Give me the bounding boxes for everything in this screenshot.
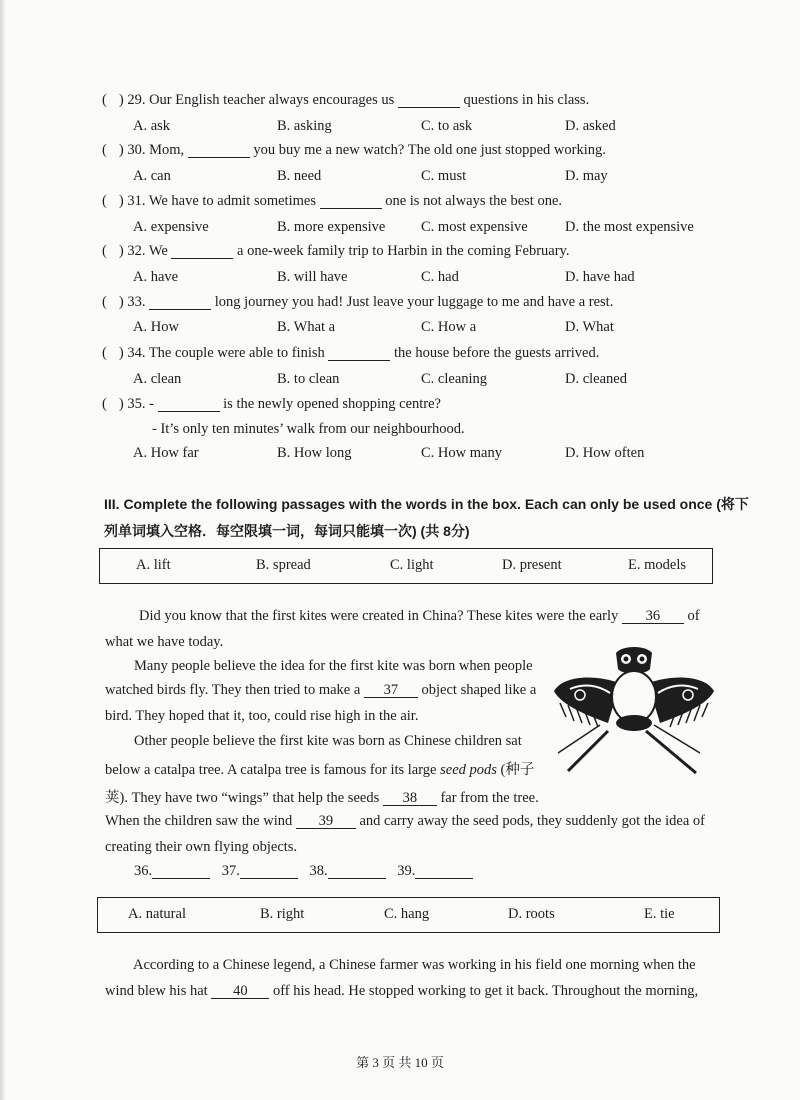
question-blank	[188, 143, 250, 158]
option-c: C. had	[421, 269, 459, 285]
answer-blank[interactable]	[328, 864, 386, 879]
question-blank	[320, 194, 382, 209]
question-blank	[149, 295, 211, 310]
passage-line: Other people believe the first kite was born as Chinese children sat	[134, 733, 522, 749]
option-d: D. may	[565, 168, 608, 184]
question-number: 34.	[127, 345, 146, 361]
question-text: We have to admit sometimes	[148, 193, 316, 209]
passage-line: watched birds fly. They then tried to make a 37 object shaped like a	[105, 682, 537, 698]
question-35: ( ) 35. - is the newly opened shopping centre?	[102, 396, 441, 412]
option-b: B. How long	[277, 445, 352, 461]
word-box-1	[99, 548, 713, 584]
question-text: -	[149, 396, 154, 412]
blank-40: 40	[211, 984, 269, 999]
word-box-2	[97, 897, 720, 933]
question-blank	[171, 244, 233, 259]
question-text: Our English teacher always encourages us	[149, 92, 395, 108]
question-text: questions in his class.	[463, 92, 590, 108]
question-34: ( ) 34. The couple were able to finish the house before the guests arrived.	[102, 345, 600, 361]
question-response-line: - It’s only ten minutes’ walk from our neighbourhood.	[152, 421, 465, 437]
option-c: C. most expensive	[421, 219, 528, 235]
option-a: A. ask	[133, 118, 171, 134]
answer-blank[interactable]	[415, 864, 473, 879]
question-blank	[158, 397, 220, 412]
question-text: the house before the guests arrived.	[394, 345, 600, 361]
scan-shadow	[0, 0, 6, 1100]
question-text: long journey you had! Just leave your luggage to me and have a rest.	[214, 294, 614, 310]
option-d: D. asked	[565, 118, 616, 134]
swallow-kite-illustration	[550, 643, 718, 775]
option-c: C. must	[421, 168, 467, 184]
passage-line: bird. They hoped that it, too, could rise high in the air.	[105, 708, 419, 724]
option-d: D. How often	[565, 445, 645, 461]
word-option: C. hang	[384, 906, 430, 922]
option-b: B. more expensive	[277, 219, 386, 235]
blank-36: 36	[622, 609, 684, 624]
passage-line: Did you know that the first kites were created in China? These kites were the early 36 of	[139, 608, 700, 624]
option-b: B. need	[277, 168, 322, 184]
question-number: 33.	[127, 294, 146, 310]
question-blank	[328, 346, 390, 361]
question-number: 32.	[127, 243, 146, 259]
question-text: is the newly opened shopping centre?	[223, 396, 441, 412]
passage-line: creating their own flying objects.	[105, 839, 298, 855]
word-option: D. roots	[508, 906, 555, 922]
option-a: A. expensive	[133, 219, 209, 235]
section-heading-cn: 列单词填入空格．每空限填一词，每词只能填一次) (共 8分)	[104, 523, 470, 539]
option-b: B. What a	[277, 319, 336, 335]
question-text: a one-week family trip to Harbin in the coming February.	[237, 243, 570, 259]
option-d: D. cleaned	[565, 371, 627, 387]
answer-bracket[interactable]: (	[102, 92, 107, 108]
word-option: C. light	[390, 557, 434, 573]
passage-line: When the children saw the wind 39 and carry away the seed pods, they suddenly got the idea of	[105, 813, 705, 829]
answer-bracket[interactable]: (	[102, 243, 107, 259]
word-option: A. lift	[136, 557, 171, 573]
answer-bracket[interactable]: (	[102, 142, 107, 158]
question-32: ( ) 32. We a one-week family trip to Harbin in the coming February.	[102, 243, 570, 259]
question-text: We	[148, 243, 168, 259]
page-footer: 第 3 页 共 10 页	[356, 1055, 444, 1070]
option-d: D. What	[565, 319, 614, 335]
question-30: ( ) 30. Mom, you buy me a new watch? The old one just stopped working.	[102, 142, 606, 158]
question-29: ( ) 29. Our English teacher always encourages us questions in his class.	[102, 92, 590, 108]
passage-line: wind blew his hat 40 off his head. He stopped working to get it back. Throughout the morning,	[105, 983, 699, 999]
word-option: E. tie	[644, 906, 675, 922]
question-text: The couple were able to finish	[148, 345, 325, 361]
blank-38: 38	[383, 791, 437, 806]
option-c: C. to ask	[421, 118, 473, 134]
option-b: B. asking	[277, 118, 332, 134]
answer-bracket[interactable]: (	[102, 294, 107, 310]
section-heading: III. Complete the following passages with the words in the box. Each can only be used once (将下	[104, 496, 749, 512]
option-b: B. to clean	[277, 371, 340, 387]
option-d: D. the most expensive	[565, 219, 694, 235]
answer-blank[interactable]	[152, 864, 210, 879]
word-option: B. spread	[256, 557, 311, 573]
passage-line: Many people believe the idea for the first kite was born when people	[134, 658, 533, 674]
option-a: A. can	[133, 168, 171, 184]
question-31: ( ) 31. We have to admit sometimes one is not always the best one.	[102, 193, 563, 209]
italic-term: seed pods	[440, 762, 497, 778]
question-blank	[398, 93, 460, 108]
option-a: A. How far	[133, 445, 199, 461]
word-option: E. models	[628, 557, 686, 573]
option-d: D. have had	[565, 269, 635, 285]
answer-lines: 36. 37. 38. 39.	[134, 863, 473, 880]
option-b: B. will have	[277, 269, 348, 285]
option-a: A. How	[133, 319, 179, 335]
blank-39: 39	[296, 814, 356, 829]
passage-line: below a catalpa tree. A catalpa tree is famous for its large seed pods (种子	[105, 762, 535, 778]
answer-bracket[interactable]: (	[102, 345, 107, 361]
question-text: you buy me a new watch? The old one just stopped working.	[253, 142, 606, 158]
option-c: C. How many	[421, 445, 502, 461]
answer-blank[interactable]	[240, 864, 298, 879]
question-number: 29.	[127, 92, 146, 108]
question-number: 30.	[127, 142, 146, 158]
passage-line: According to a Chinese legend, a Chinese farmer was working in his field one morning when the	[133, 957, 696, 973]
option-c: C. cleaning	[421, 371, 488, 387]
option-c: C. How a	[421, 319, 477, 335]
answer-bracket[interactable]: (	[102, 396, 107, 412]
blank-37: 37	[364, 683, 418, 698]
question-text: one is not always the best one.	[385, 193, 563, 209]
question-text: Mom,	[149, 142, 185, 158]
question-33: ( ) 33. long journey you had! Just leave your luggage to me and have a rest.	[102, 294, 614, 310]
passage-line: 荚). They have two “wings” that help the seeds 38 far from the tree.	[105, 790, 539, 806]
option-a: A. clean	[133, 371, 182, 387]
word-option: D. present	[502, 557, 562, 573]
option-a: A. have	[133, 269, 179, 285]
question-number: 35.	[127, 396, 146, 412]
word-option: A. natural	[128, 906, 186, 922]
question-number: 31.	[127, 193, 146, 209]
word-option: B. right	[260, 906, 305, 922]
answer-bracket[interactable]: (	[102, 193, 107, 209]
passage-line: what we have today.	[105, 634, 224, 650]
